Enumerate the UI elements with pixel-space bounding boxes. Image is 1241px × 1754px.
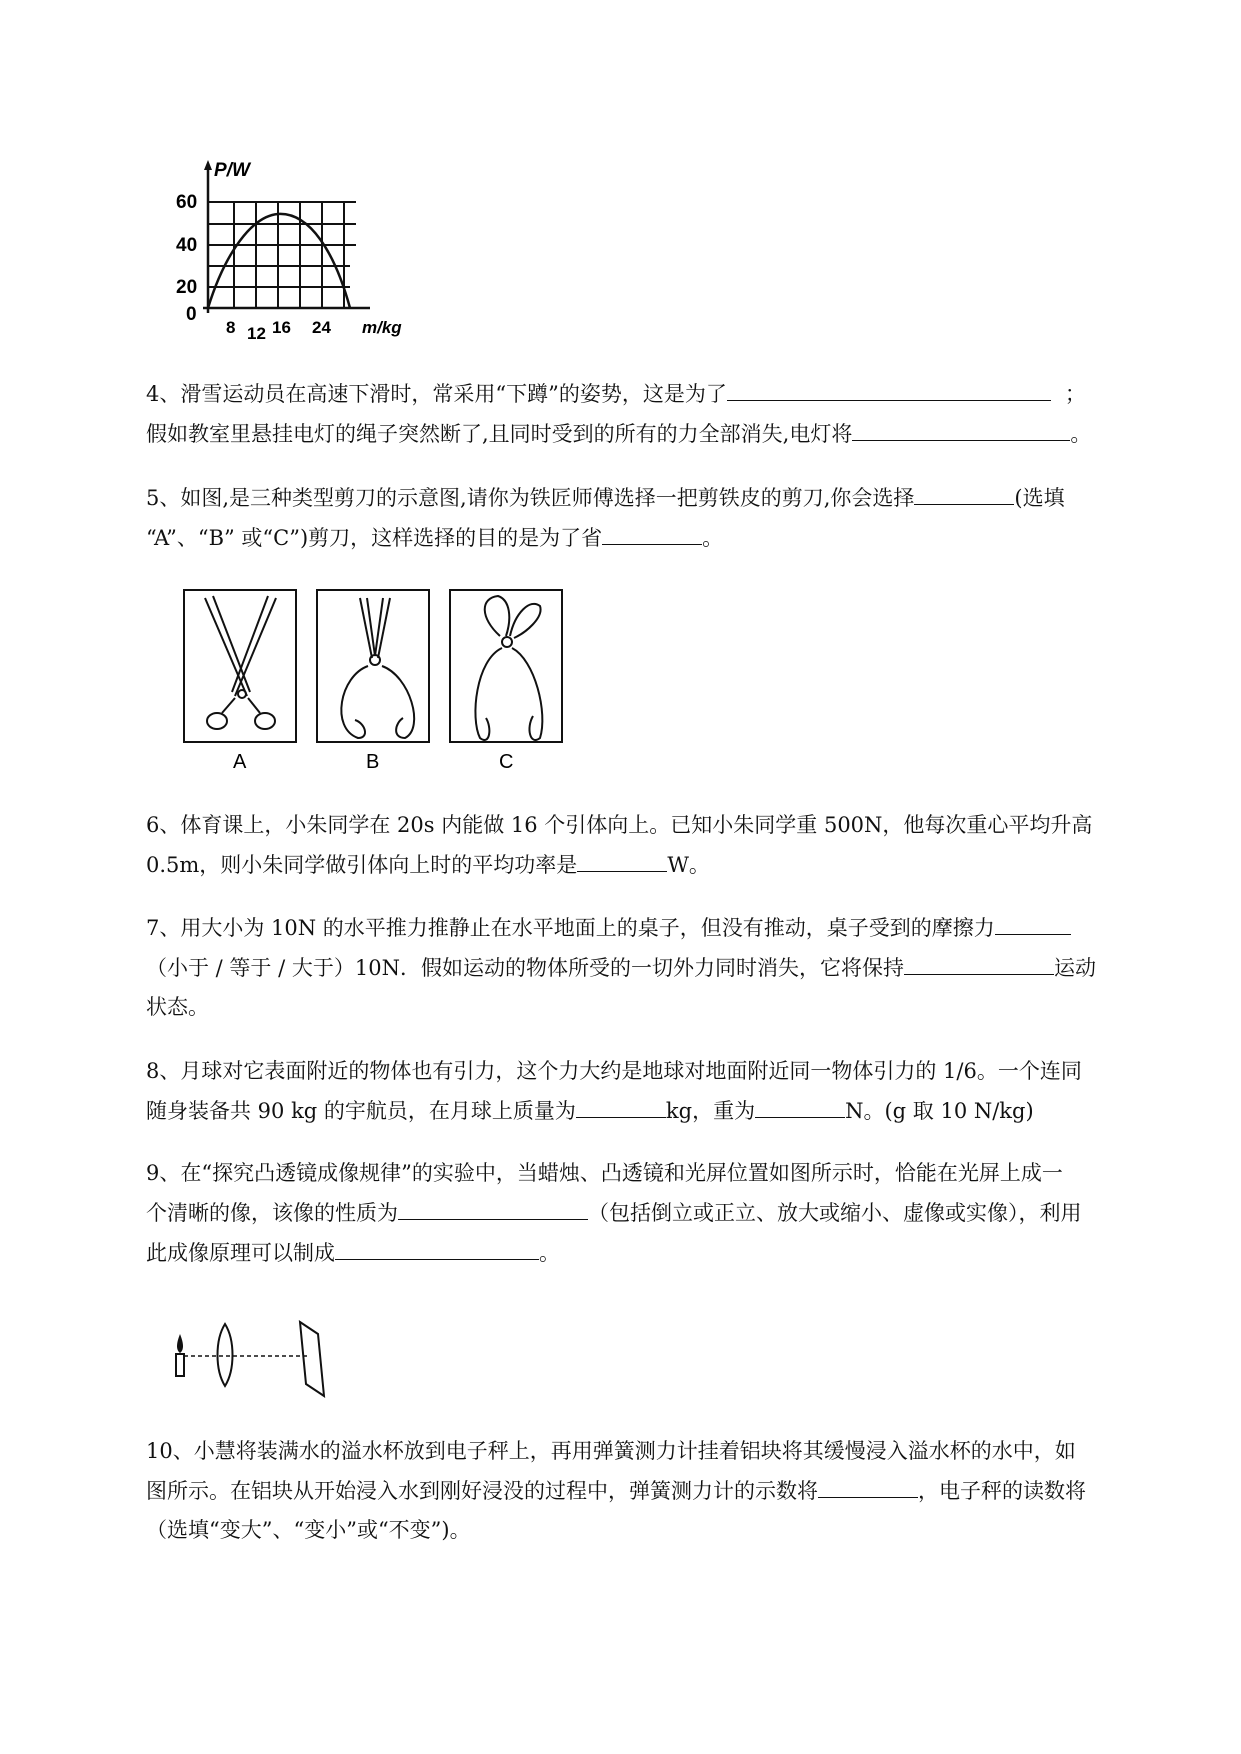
q9-line1: 9、在“探究凸透镜成像规律”的实验中，当蜡烛、凸透镜和光屏位置如图所示时，恰能在光屏上成一 [146, 1161, 1063, 1185]
q6-line2: 0.5m，则小朱同学做引体向上时的平均功率是 [146, 853, 578, 877]
q7-blank-2[interactable] [904, 948, 1054, 975]
scissors-b-frame [317, 590, 429, 742]
q6-blank-1[interactable] [577, 845, 667, 872]
q5-blank-1[interactable] [914, 478, 1014, 505]
y-tick-label: 20 [176, 277, 198, 298]
scissors-a-icon [205, 596, 276, 729]
x-axis-title: m/kg [362, 318, 402, 337]
q7-blank-1[interactable] [995, 908, 1071, 935]
q7-line1: 7、用大小为 10N 的水平推力推静止在水平地面上的桌子，但没有推动，桌子受到的摩擦力 [146, 916, 995, 940]
q10-blank-1[interactable] [818, 1471, 918, 1498]
q5-blank-2[interactable] [602, 518, 702, 545]
q10-line3: （选填“变大”、“变小”或“不变”)。 [146, 1518, 471, 1542]
scissors-b-icon [341, 598, 414, 738]
q4-line1: 4、滑雪运动员在高速下滑时，常采用“下蹲”的姿势，这是为了 [146, 382, 727, 406]
q10-line2: 图所示。在铝块从开始浸入水到刚好浸没的过程中，弹簧测力计的示数将 [146, 1479, 818, 1503]
q8-line1: 8、月球对它表面附近的物体也有引力，这个力大约是地球对地面附近同一物体引力的 1/6。一个连同 [146, 1059, 1082, 1083]
q10-line1: 10、小慧将装满水的溢水杯放到电子秤上，再用弹簧测力计挂着铝块将其缓慢浸入溢水杯的水中，如 [146, 1439, 1076, 1463]
q6-line1: 6、体育课上，小朱同学在 20s 内能做 16 个引体向上。已知小朱同学重 500N，他每次重心平均升高 [146, 813, 1093, 837]
y-tick-label: 60 [176, 192, 198, 213]
scissors-figure [180, 588, 590, 778]
question-4: 4、滑雪运动员在高速下滑时，常采用“下蹲”的姿势，这是为了 ； 假如教室里悬挂电灯的绳子突然断了,且同时受到的所有的力全部消失,电灯将 。 [146, 374, 1146, 454]
q4-blank-2[interactable] [852, 414, 1070, 441]
scissors-label-a: A [233, 751, 247, 773]
question-5: 5、如图,是三种类型剪刀的示意图,请你为铁匠师傅选择一把剪铁皮的剪刀,你会选择 (选填 “A”、“B” 或“C”)剪刀，这样选择的目的是为了省 。 [146, 478, 1146, 558]
scissors-label-c: C [499, 751, 514, 773]
convex-lens [218, 1324, 233, 1386]
x-tick-label: 12 [247, 324, 266, 340]
question-8: 8、月球对它表面附近的物体也有引力，这个力大约是地球对地面附近同一物体引力的 1/6。一个连同 随身装备共 90 kg 的宇航员，在月球上质量为 kg，重为 N。(g 取 10 N/kg) [146, 1059, 1082, 1123]
q7-line3: 状态。 [146, 995, 209, 1019]
q4-blank-1[interactable] [727, 374, 1051, 401]
q7-line2: （小于 / 等于 / 大于）10N．假如运动的物体所受的一切外力同时消失，它将保持 [146, 956, 904, 980]
scissors-c-icon [475, 596, 542, 740]
lens-experiment-figure [170, 1320, 340, 1400]
scissors-label-b: B [366, 751, 380, 773]
q5-line1: 5、如图,是三种类型剪刀的示意图,请你为铁匠师傅选择一把剪铁皮的剪刀,你会选择 [146, 486, 915, 510]
q8-line2: 随身装备共 90 kg 的宇航员，在月球上质量为 [146, 1099, 576, 1123]
question-10: 10、小慧将装满水的溢水杯放到电子秤上，再用弹簧测力计挂着铝块将其缓慢浸入溢水杯的水中，如 图所示。在铝块从开始浸入水到刚好浸没的过程中，弹簧测力计的示数将 ，电子秤的读数将 （选填“变大”、“变小”或“不变”)。 [146, 1439, 1086, 1542]
q9-blank-1[interactable] [398, 1193, 588, 1220]
power-mass-graph [170, 158, 450, 340]
q8-blank-2[interactable] [755, 1091, 845, 1118]
q4-line2: 假如教室里悬挂电灯的绳子突然断了,且同时受到的所有的力全部消失,电灯将 [146, 422, 853, 446]
q9-blank-2[interactable] [335, 1233, 539, 1260]
q9-line2: 个清晰的像，该像的性质为 [146, 1201, 398, 1225]
q8-blank-1[interactable] [576, 1091, 666, 1118]
q9-line3: 此成像原理可以制成 [146, 1241, 335, 1265]
question-9: 9、在“探究凸透镜成像规律”的实验中，当蜡烛、凸透镜和光屏位置如图所示时，恰能在光屏上成一 个清晰的像，该像的性质为 （包括倒立或正立、放大或缩小、虚像或实像），利用 此成像原理可以制成 。 [146, 1161, 1082, 1265]
light-screen [300, 1322, 324, 1396]
y-axis-title: P/W [214, 160, 250, 181]
x-tick-label: 16 [272, 318, 291, 337]
y-tick-label: 40 [176, 235, 198, 256]
candle-flame [177, 1334, 183, 1353]
q5-line2: “A”、“B” 或“C”)剪刀，这样选择的目的是为了省 [146, 526, 603, 550]
y-tick-label: 0 [186, 304, 197, 325]
scissors-c-frame [450, 590, 562, 742]
question-6: 6、体育课上，小朱同学在 20s 内能做 16 个引体向上。已知小朱同学重 500N，他每次重心平均升高 0.5m，则小朱同学做引体向上时的平均功率是 W。 [146, 813, 1093, 877]
x-tick-label: 8 [226, 318, 236, 337]
question-7: 7、用大小为 10N 的水平推力推静止在水平地面上的桌子，但没有推动，桌子受到的摩擦力 （小于 / 等于 / 大于）10N．假如运动的物体所受的一切外力同时消失，它将保持 运动 状态。 [146, 908, 1146, 1027]
candle [176, 1354, 184, 1376]
x-tick-label: 24 [312, 318, 331, 337]
